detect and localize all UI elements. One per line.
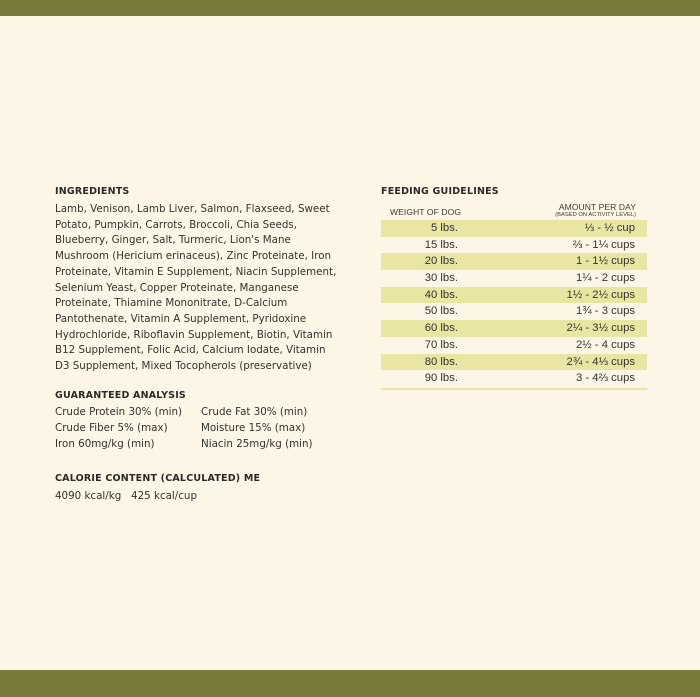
amount-column-subheader: (BASED ON ACTIVITY LEVEL) xyxy=(555,212,636,218)
ingredients-line: Mushroom (Hericium erinaceus), Zinc Proteinate, Iron xyxy=(55,250,332,263)
calorie-content-heading: CALORIE CONTENT (CALCULATED) ME xyxy=(55,473,261,484)
table-row xyxy=(381,337,647,354)
analysis-crude-fiber: Crude Fiber 5% (max) xyxy=(55,422,168,434)
ingredients-line: Proteinate, Thiamine Mononitrate, D-Calcium xyxy=(55,297,288,310)
table-row xyxy=(381,303,647,320)
ingredients-line: Lamb, Venison, Lamb Liver, Salmon, Flaxseed, Sweet xyxy=(55,203,330,215)
daily-amount: 2¾ - 4⅓ cups xyxy=(566,355,635,368)
ingredients-heading: INGREDIENTS xyxy=(55,186,130,197)
table-row xyxy=(381,270,647,287)
ingredients-list xyxy=(55,202,336,375)
ingredients-line: B12 Supplement, Folic Acid, Calcium Iodate, Vitamin xyxy=(55,344,326,357)
dog-weight: 90 lbs. xyxy=(424,372,458,385)
daily-amount: 2¼ - 3½ cups xyxy=(566,322,635,335)
ingredients-line: Potato, Pumpkin, Carrots, Broccoli, Chia Seeds, xyxy=(55,218,297,231)
ingredients-line: Pantothenate, Vitamin A Supplement, Pyridoxine xyxy=(55,312,307,325)
dog-weight: 50 lbs. xyxy=(424,305,458,318)
dog-weight: 20 lbs. xyxy=(424,255,458,268)
analysis-niacin: Niacin 25mg/kg (min) xyxy=(201,438,313,450)
daily-amount: 1¼ - 2 cups xyxy=(575,272,635,285)
table-row xyxy=(381,237,647,254)
ingredients-line: Selenium Yeast, Copper Proteinate, Manganese xyxy=(55,281,299,294)
dog-weight: 40 lbs. xyxy=(424,288,458,301)
table-row xyxy=(381,220,647,237)
table-row xyxy=(381,287,647,304)
dog-weight: 30 lbs. xyxy=(424,272,458,285)
ingredients-line: Blueberry, Ginger, Salt, Turmeric, Lion's Mane xyxy=(55,234,291,247)
weight-column-header: WEIGHT OF DOG xyxy=(390,207,462,217)
analysis-crude-fat: Crude Fat 30% (min) xyxy=(201,406,308,418)
table-row xyxy=(381,253,647,270)
table-row xyxy=(381,370,647,387)
daily-amount: 1¾ - 3 cups xyxy=(575,305,635,318)
dog-weight: 80 lbs. xyxy=(424,355,458,368)
feeding-guidelines-heading: FEEDING GUIDELINES xyxy=(381,186,499,197)
amount-column-header: AMOUNT PER DAY xyxy=(558,202,636,212)
guaranteed-analysis-heading: GUARANTEED ANALYSIS xyxy=(55,390,186,401)
daily-amount: ⅓ - ½ cup xyxy=(584,222,635,234)
ingredients-line: Proteinate, Vitamin E Supplement, Niacin Supplement, xyxy=(55,265,337,278)
analysis-crude-protein: Crude Protein 30% (min) xyxy=(55,406,183,418)
daily-amount: 3 - 4⅔ cups xyxy=(575,372,635,385)
daily-amount: 1½ - 2½ cups xyxy=(566,288,635,301)
analysis-iron: Iron 60mg/kg (min) xyxy=(55,438,155,450)
ingredients-line: D3 Supplement, Mixed Tocopherols (preservative) xyxy=(55,360,312,373)
dog-weight: 15 lbs. xyxy=(424,238,458,251)
ingredients-line: Hydrochloride, Riboflavin Supplement, Biotin, Vitamin xyxy=(55,328,333,341)
dog-weight: 60 lbs. xyxy=(424,322,458,335)
table-row xyxy=(381,320,647,337)
daily-amount: 2½ - 4 cups xyxy=(575,338,635,351)
dog-weight: 5 lbs. xyxy=(430,222,458,234)
top-color-band xyxy=(0,0,700,16)
table-bottom-rule xyxy=(381,388,647,390)
bottom-color-band xyxy=(0,670,700,697)
calorie-content-value: 4090 kcal/kg 425 kcal/cup xyxy=(55,490,197,502)
table-row xyxy=(381,354,647,371)
dog-weight: 70 lbs. xyxy=(424,338,458,351)
daily-amount: ⅔ - 1¼ cups xyxy=(572,238,635,251)
daily-amount: 1 - 1½ cups xyxy=(575,255,635,268)
analysis-moisture: Moisture 15% (max) xyxy=(201,422,306,434)
feeding-guidelines-table xyxy=(381,220,647,387)
